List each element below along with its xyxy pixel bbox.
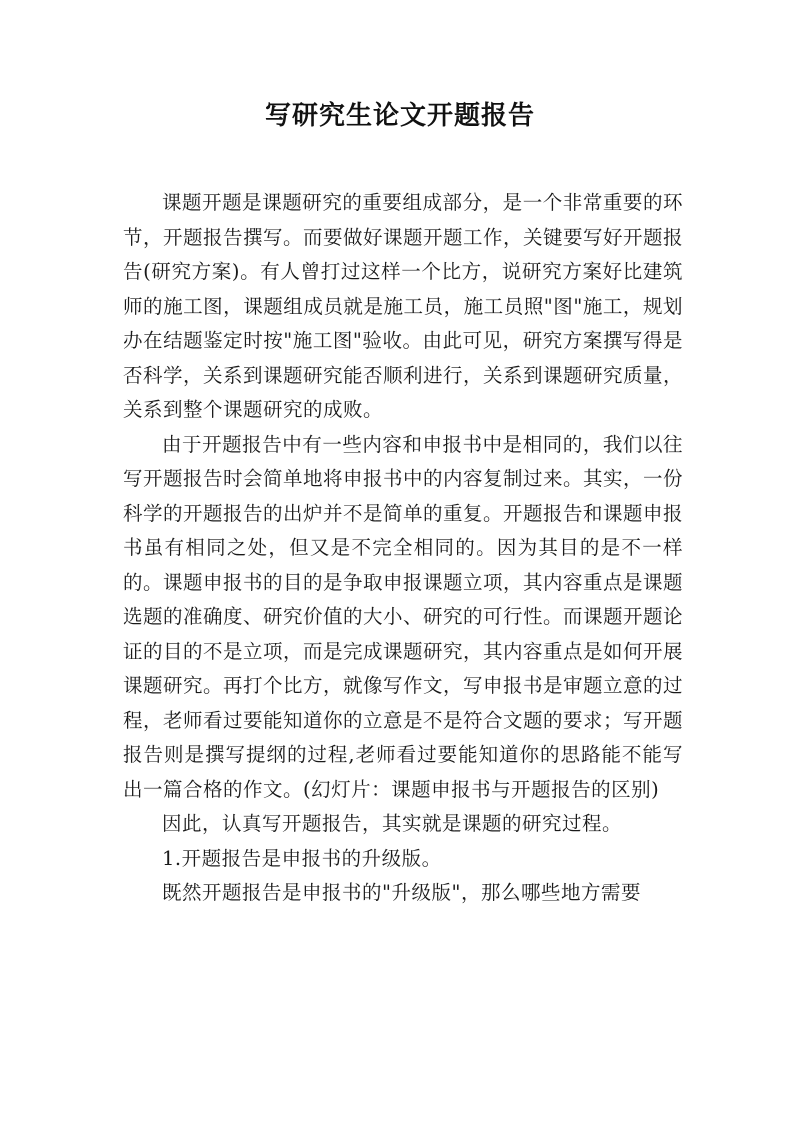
paragraph-2: 由于开题报告中有一些内容和申报书中是相同的，我们以往写开题报告时会简单地将申报书中的内容复制过来。其实，一份科学的开题报告的出炉并不是简单的重复。开题报告和课题申报书虽有相同之处，但又是不完全相同的。因为其目的是不一样的。课题申报书的目的是争取申报课题立项，其内容重点是课题选题的准确度、研究价值的大小、研究的可行性。而课题开题论证的目的不是立项，而是完成课题研究，其内容重点是如何开展课题研究。再打个比方，就像写作文，写申报书是审题立意的过程，老师看过要能知道你的立意是不是符合文题的要求；写开题报告则是撰写提纲的过程,老师看过要能知道你的思路能不能写出一篇合格的作文。(幻灯片：课题申报书与开题报告的区别) bbox=[123, 432, 684, 801]
paragraph-4: 1.开题报告是申报书的升级版。 bbox=[162, 846, 442, 870]
paragraph-5: 既然开题报告是申报书的"升级版"，那么哪些地方需要 bbox=[162, 881, 641, 904]
paragraph-1: 课题开题是课题研究的重要组成部分，是一个非常重要的环节，开题报告撰写。而要做好课题开题工作，关键要写好开题报告(研究方案)。有人曾打过这样一个比方，说研究方案好比建筑师的施工图，课题组成员就是施工员，施工员照"图"施工，规划办在结题鉴定时按"施工图"验收。由此可见，研究方案撰写得是否科学，关系到课题研究能否顺利进行，关系到课题研究质量，关系到整个课题研究的成败。 bbox=[123, 191, 684, 421]
document-body bbox=[123, 186, 683, 911]
paragraph-3: 因此，认真写开题报告，其实就是课题的研究过程。 bbox=[162, 812, 623, 835]
document-title: 写研究生论文开题报告 bbox=[264, 101, 535, 131]
